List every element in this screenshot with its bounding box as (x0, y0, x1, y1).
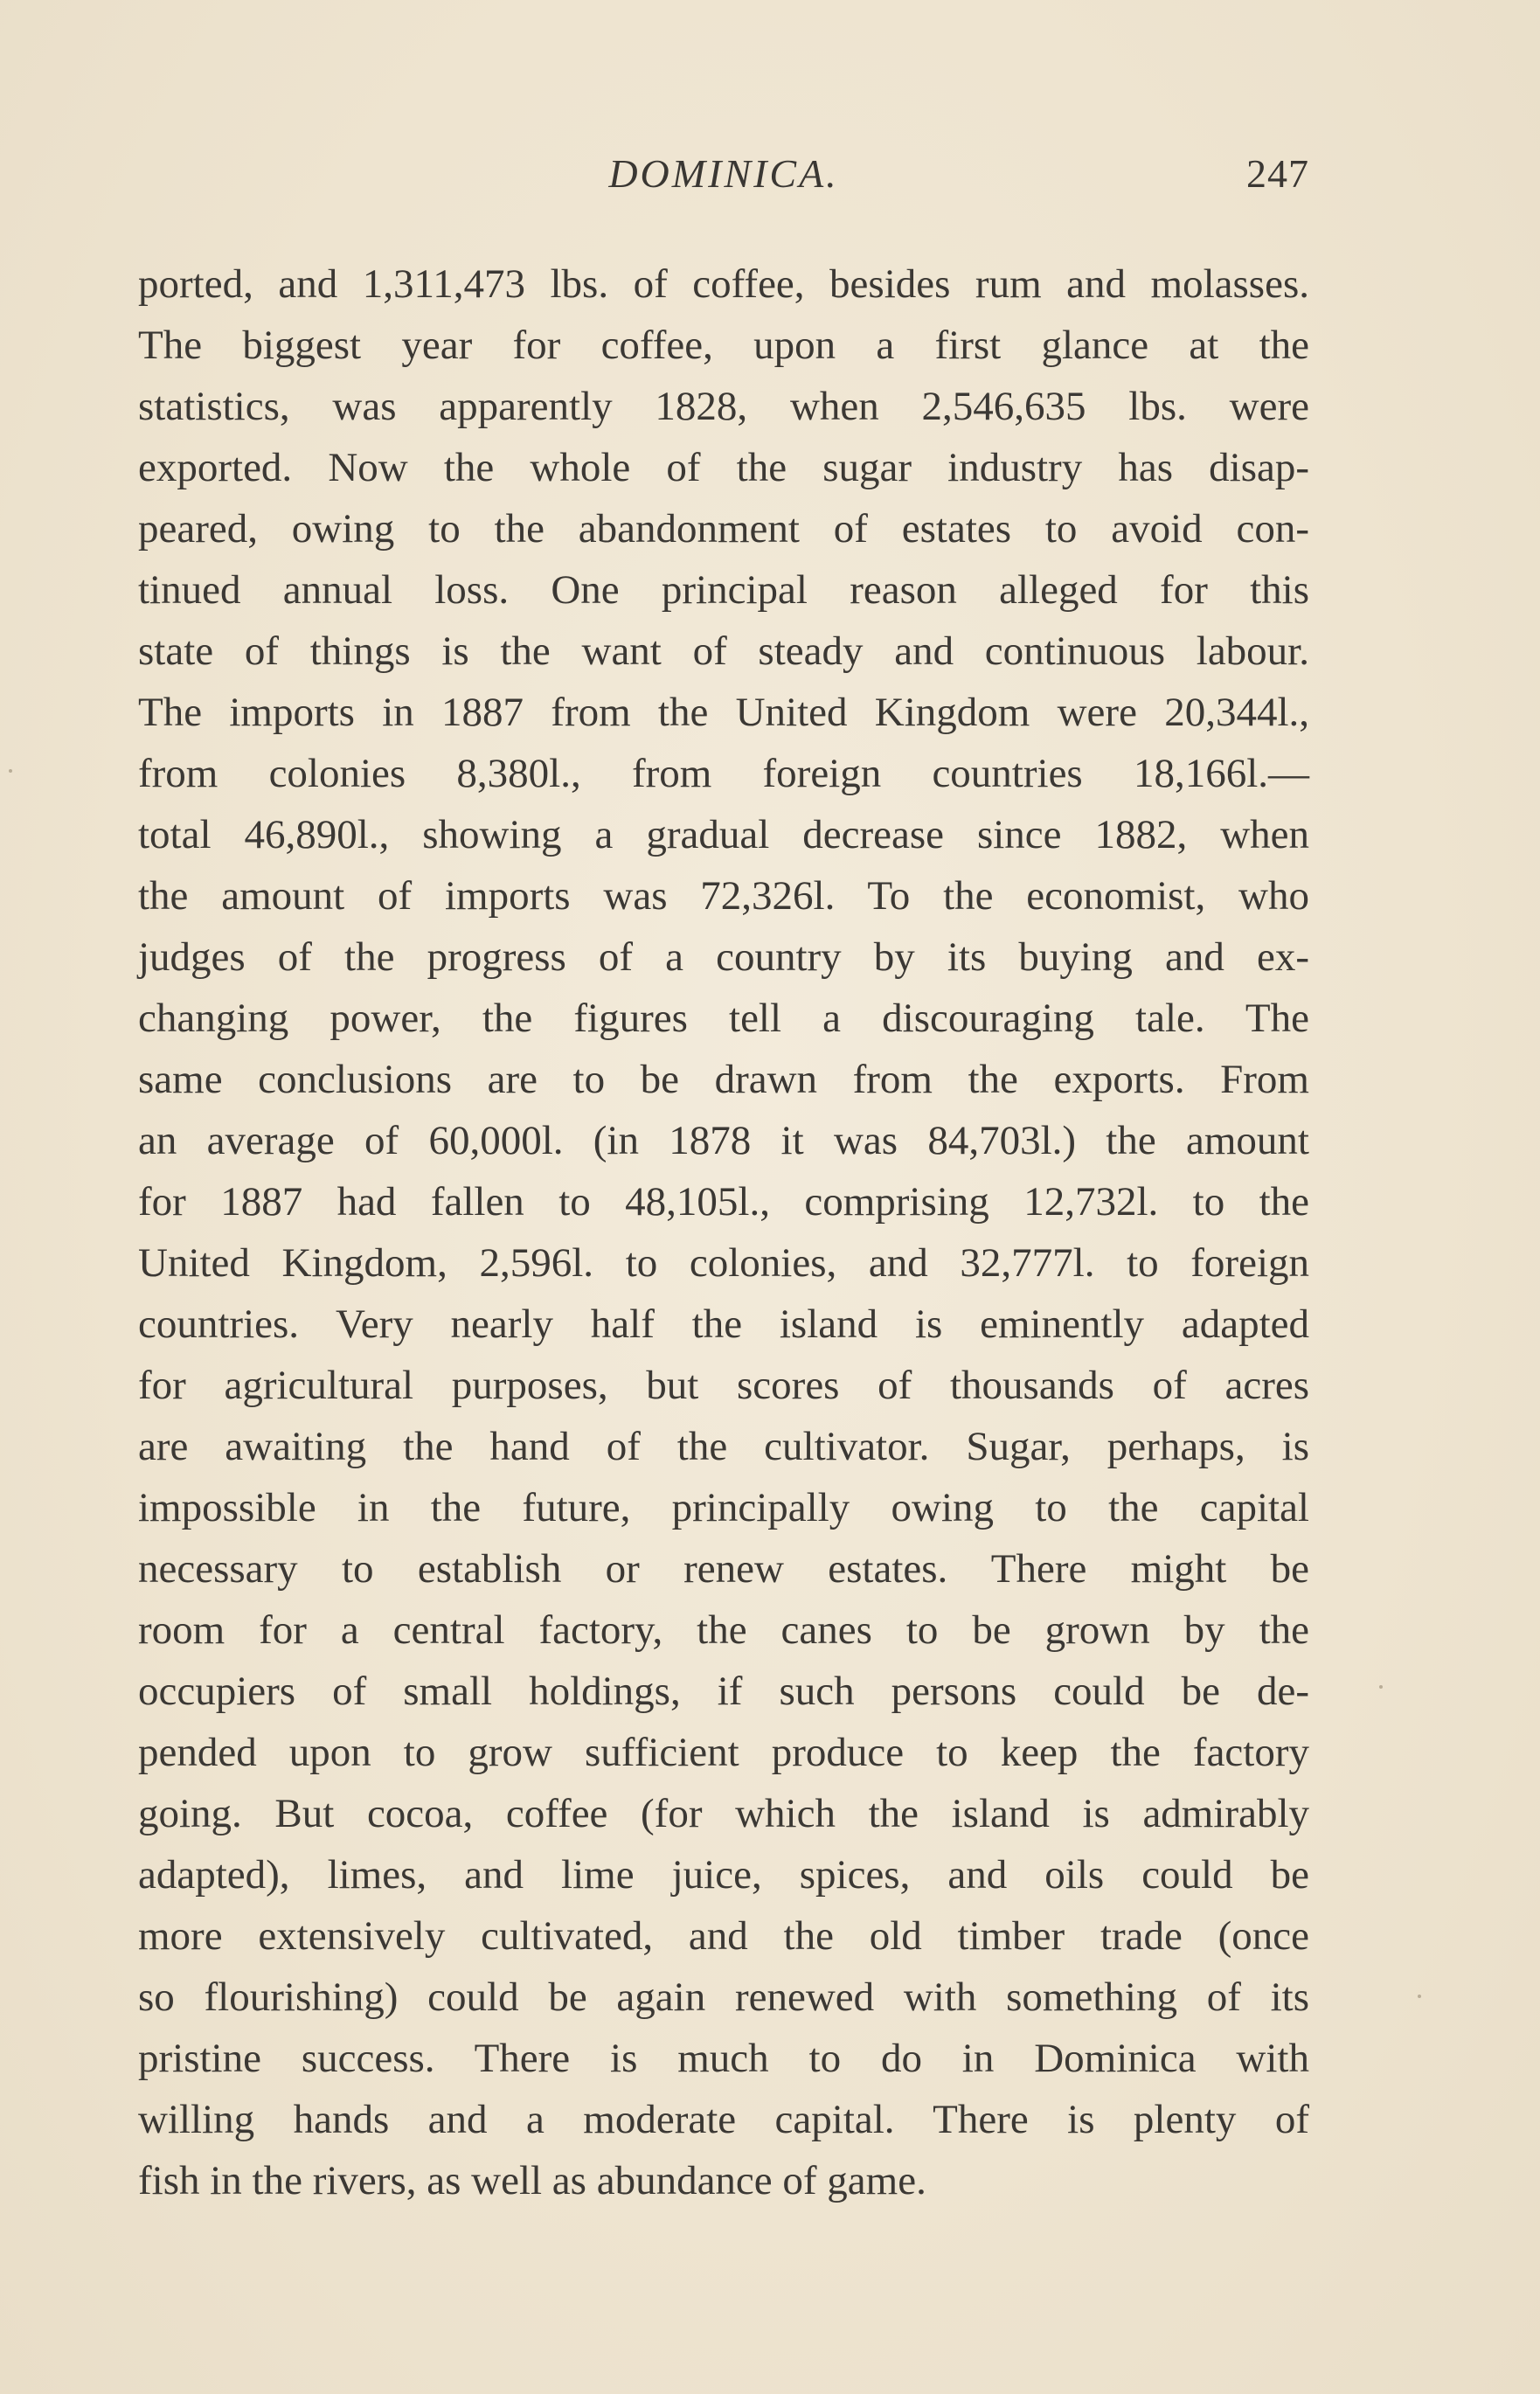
text-line: an average of 60,000l. (in 1878 it was 84,703l.) the amount (138, 1118, 1309, 1163)
text-line: adapted), limes, and lime juice, spices, and oils could be (138, 1852, 1309, 1898)
text-line: state of things is the want of steady and continuous labour. (138, 628, 1309, 674)
text-line: so flourishing) could be again renewed with something of its (138, 1974, 1309, 2020)
body-paragraph (138, 253, 1309, 2211)
text-line: pended upon to grow sufficient produce to keep the factory (138, 1730, 1309, 1775)
text-line: tinued annual loss. One principal reason alleged for this (138, 567, 1309, 613)
text-line: total 46,890l., showing a gradual decrease since 1882, when (138, 812, 1309, 857)
text-line: room for a central factory, the canes to be grown by the (138, 1607, 1309, 1653)
text-line: impossible in the future, principally owing to the capital (138, 1485, 1309, 1530)
text-line: going. But cocoa, coffee (for which the island is admirably (138, 1791, 1309, 1836)
text-line: statistics, was apparently 1828, when 2,546,635 lbs. were (138, 384, 1309, 429)
text-line: exported. Now the whole of the sugar industry has disap- (138, 445, 1309, 490)
text-line: The biggest year for coffee, upon a first glance at the (138, 323, 1309, 368)
paper-speck (9, 769, 12, 773)
text-line: from colonies 8,380l., from foreign countries 18,166l.— (138, 751, 1309, 796)
paper-speck (1379, 1685, 1383, 1689)
text-line: pristine success. There is much to do in Dominica with (138, 2036, 1309, 2081)
text-line: same conclusions are to be drawn from the exports. From (138, 1057, 1309, 1102)
text-line: fish in the rivers, as well as abundance of game. (138, 2158, 926, 2203)
text-line: United Kingdom, 2,596l. to colonies, and 32,777l. to foreign (138, 1240, 1309, 1286)
paper-speck (1418, 1995, 1421, 1998)
text-line: are awaiting the hand of the cultivator. Sugar, perhaps, is (138, 1424, 1309, 1469)
page-header (138, 147, 1309, 208)
text-line: willing hands and a moderate capital. There is plenty of (138, 2097, 1309, 2142)
text-line: The imports in 1887 from the United Kingdom were 20,344l., (138, 690, 1309, 735)
text-line: for agricultural purposes, but scores of thousands of acres (138, 1363, 1309, 1408)
running-title: DOMINICA. (608, 151, 839, 196)
text-line: the amount of imports was 72,326l. To the economist, who (138, 873, 1309, 919)
page-number: 247 (1246, 151, 1309, 196)
text-line: changing power, the figures tell a discouraging tale. The (138, 996, 1309, 1041)
text-line: ported, and 1,311,473 lbs. of coffee, besides rum and molasses. (138, 261, 1309, 307)
text-line: peared, owing to the abandonment of estates to avoid con- (138, 506, 1309, 552)
text-line: necessary to establish or renew estates. There might be (138, 1546, 1309, 1592)
text-line: judges of the progress of a country by its buying and ex- (138, 934, 1309, 980)
text-line: occupiers of small holdings, if such persons could be de- (138, 1669, 1309, 1714)
text-line: countries. Very nearly half the island is eminently adapted (138, 1301, 1309, 1347)
text-line: for 1887 had fallen to 48,105l., comprising 12,732l. to the (138, 1179, 1309, 1225)
text-line: more extensively cultivated, and the old timber trade (once (138, 1913, 1309, 1959)
